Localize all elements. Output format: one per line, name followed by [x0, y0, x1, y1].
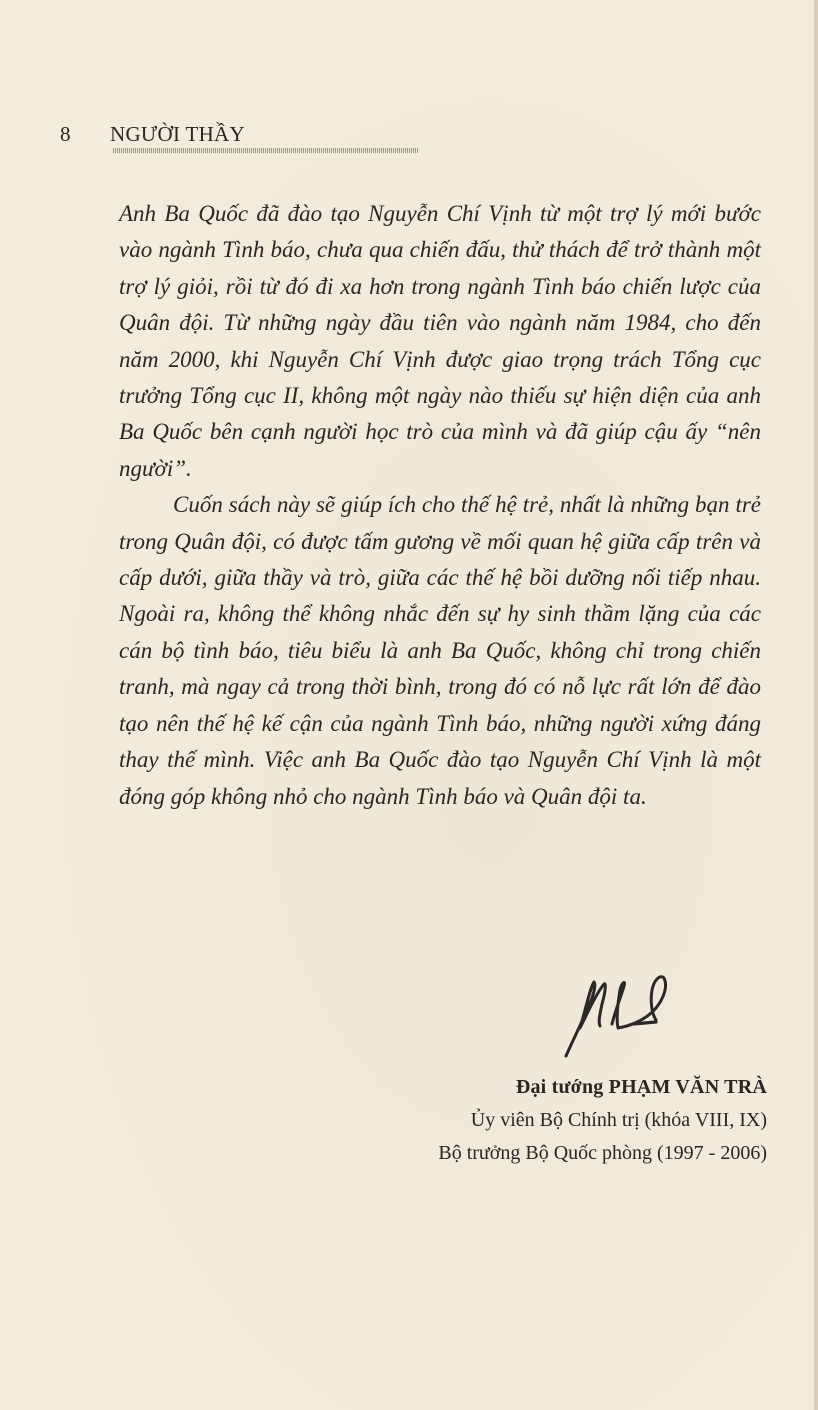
signer-title-2: Bộ trưởng Bộ Quốc phòng (1997 - 2006): [438, 1142, 767, 1164]
page-number: 8: [60, 122, 71, 146]
body-text: [119, 196, 761, 815]
running-title: NGƯỜI THẦY: [110, 122, 245, 146]
signer-title-1: Ủy viên Bộ Chính trị (khóa VIII, IX): [470, 1109, 767, 1131]
paragraph-1: Anh Ba Quốc đã đào tạo Nguyễn Chí Vịnh từ một trợ lý mới bước vào ngành Tình báo, chưa qua chiến đấu, thử thách để trở thành một trợ lý giỏi, rồi từ đó đi xa hơn trong ngành Tình báo chiến lược của Quân đội. Từ những ngày đầu tiên vào ngành năm 1984, cho đến năm 2000, khi Nguyễn Chí Vịnh được giao trọng trách Tổng cục trưởng Tổng cục II, không một ngày nào thiếu sự hiện diện của anh Ba Quốc bên cạnh người học trò của mình và đã giúp cậu ấy “nên người”.: [119, 201, 761, 481]
paragraph-2: Cuốn sách này sẽ giúp ích cho thế hệ trẻ, nhất là những bạn trẻ trong Quân đội, có được tấm gương về mối quan hệ giữa cấp trên và cấp dưới, giữa thầy và trò, giữa các thế hệ bồi dưỡng nối tiếp nhau. Ngoài ra, không thể không nhắc đến sự hy sinh thầm lặng của các cán bộ tình báo, tiêu biểu là anh Ba Quốc, không chỉ trong chiến tranh, mà ngay cả trong thời bình, trong đó có nỗ lực rất lớn để đào tạo nên thế hệ kế cận của ngành Tình báo, những người xứng đáng thay thế mình. Việc anh Ba Quốc đào tạo Nguyễn Chí Vịnh là một đóng góp không nhỏ cho ngành Tình báo và Quân đội ta.: [119, 492, 761, 809]
page-edge: [814, 0, 818, 1410]
header-rule: [113, 148, 419, 153]
signer-block: [438, 1071, 767, 1170]
handwritten-signature-icon: [556, 968, 696, 1060]
signer-name: Đại tướng PHẠM VĂN TRÀ: [515, 1076, 767, 1098]
